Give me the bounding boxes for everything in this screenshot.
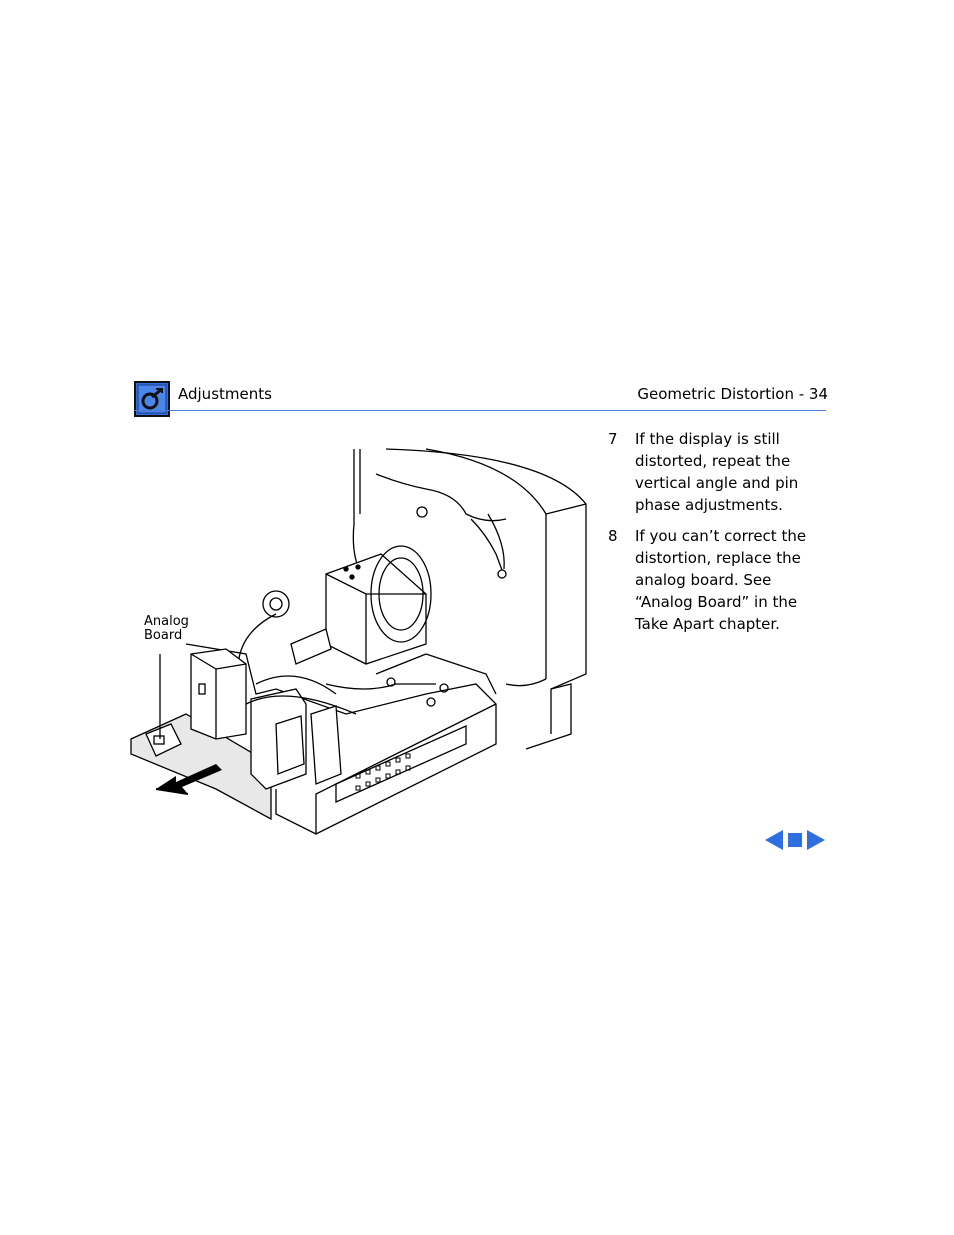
page-title: Geometric Distortion - 34: [637, 385, 828, 403]
square-icon[interactable]: [788, 833, 802, 847]
apple-manual-icon: [134, 381, 170, 417]
header-divider: [134, 410, 826, 411]
step-number: 8: [608, 527, 618, 545]
analog-board-callout: Analog Board: [144, 614, 189, 643]
right-arrow-icon[interactable]: [807, 830, 825, 850]
left-arrow-icon[interactable]: [765, 830, 783, 850]
page-navigation: [765, 830, 827, 852]
step-text: If the display is still distorted, repeat the vertical angle and pin phase adjustments.: [635, 430, 799, 514]
step-text: If you can’t correct the distortion, replace the analog board. See “Analog Board” in the Take Apart chapter.: [635, 527, 807, 633]
step-number: 7: [608, 430, 618, 448]
monitor-chassis-illustration: [126, 444, 596, 844]
section-title: Adjustments: [178, 385, 272, 403]
